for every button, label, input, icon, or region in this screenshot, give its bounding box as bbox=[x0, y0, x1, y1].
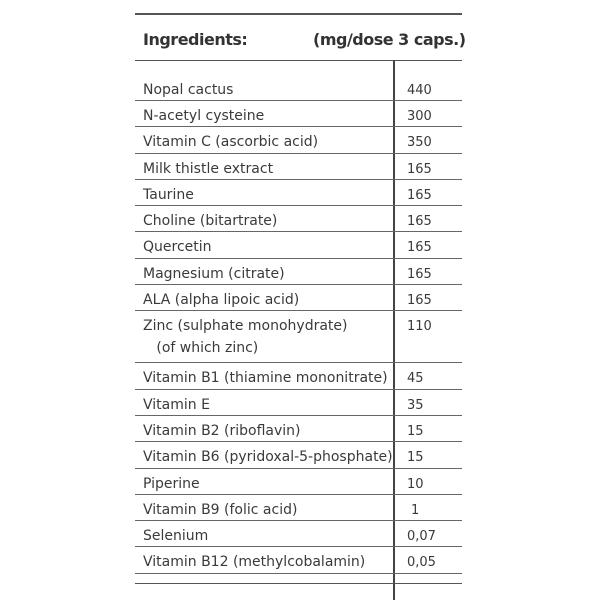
ingredient-name: Nopal cactus bbox=[143, 82, 234, 98]
ingredient-amount: 1 bbox=[411, 502, 420, 518]
ingredient-amount: 440 bbox=[407, 83, 432, 98]
table-row bbox=[135, 416, 462, 442]
ingredient-amount: 0,07 bbox=[407, 529, 436, 545]
table-row bbox=[135, 547, 462, 573]
ingredient-amount: 165 bbox=[407, 214, 432, 230]
ingredient-name: Vitamin C (ascorbic acid) bbox=[143, 134, 319, 151]
ingredient-amount: 165 bbox=[407, 187, 432, 203]
ingredient-name: Vitamin B12 (methylcobalamin) bbox=[143, 554, 366, 571]
ingredient-name: N-acetyl cysteine bbox=[143, 108, 265, 124]
ingredients-table bbox=[135, 75, 462, 574]
dose-heading: (mg/dose 3 caps.) bbox=[313, 30, 466, 49]
table-row bbox=[135, 75, 462, 101]
ingredient-name: Vitamin B1 (thiamine mononitrate) bbox=[143, 370, 388, 387]
header-rule bbox=[135, 60, 462, 61]
ingredient-amount: 45 bbox=[407, 371, 424, 387]
ingredient-amount: 0,05 bbox=[407, 555, 436, 571]
ingredient-amount: 35 bbox=[407, 397, 424, 413]
ingredient-name: Zinc (sulphate monohydrate) (of which zinc) bbox=[143, 318, 348, 357]
table-row bbox=[135, 206, 462, 232]
table-row bbox=[135, 127, 462, 153]
table-row bbox=[135, 390, 462, 416]
bottom-rule bbox=[135, 583, 462, 584]
ingredient-amount: 110 bbox=[407, 319, 432, 335]
ingredient-name: Vitamin B2 (riboflavin) bbox=[143, 422, 301, 439]
ingredient-name: Taurine bbox=[143, 186, 194, 203]
table-row bbox=[135, 154, 462, 180]
ingredient-amount: 15 bbox=[407, 423, 424, 439]
ingredient-name: ALA (alpha lipoic acid) bbox=[143, 292, 300, 309]
table-row bbox=[135, 259, 462, 285]
ingredient-amount: 165 bbox=[407, 266, 432, 282]
ingredient-amount: 350 bbox=[407, 135, 432, 151]
top-rule bbox=[135, 13, 462, 15]
table-row bbox=[135, 469, 462, 495]
ingredient-amount: 10 bbox=[407, 476, 424, 492]
ingredient-name: Quercetin bbox=[143, 239, 212, 256]
ingredient-name: Piperine bbox=[143, 475, 200, 492]
table-row bbox=[135, 285, 462, 311]
ingredient-name: Milk thistle extract bbox=[143, 160, 274, 177]
ingredient-amount: 165 bbox=[407, 240, 432, 256]
table-row bbox=[135, 442, 462, 468]
ingredient-amount: 300 bbox=[407, 109, 432, 124]
ingredient-amount: 15 bbox=[407, 450, 424, 466]
ingredient-name: Magnesium (citrate) bbox=[143, 265, 285, 282]
ingredient-name: Selenium bbox=[143, 528, 209, 545]
ingredients-heading: Ingredients: bbox=[143, 30, 248, 49]
ingredient-amount: 165 bbox=[407, 293, 432, 309]
ingredient-name: Choline (bitartrate) bbox=[143, 213, 278, 230]
table-row bbox=[135, 101, 462, 127]
ingredient-name: Vitamin E bbox=[143, 396, 210, 413]
table-row bbox=[135, 180, 462, 206]
ingredient-name: Vitamin B6 (pyridoxal-5-phosphate) bbox=[143, 449, 393, 466]
ingredient-name: Vitamin B9 (folic acid) bbox=[143, 501, 298, 518]
table-row bbox=[135, 363, 462, 389]
ingredient-amount: 165 bbox=[407, 161, 432, 177]
table-row bbox=[135, 495, 462, 521]
table-row bbox=[135, 311, 462, 363]
table-row bbox=[135, 232, 462, 258]
table-row bbox=[135, 521, 462, 547]
